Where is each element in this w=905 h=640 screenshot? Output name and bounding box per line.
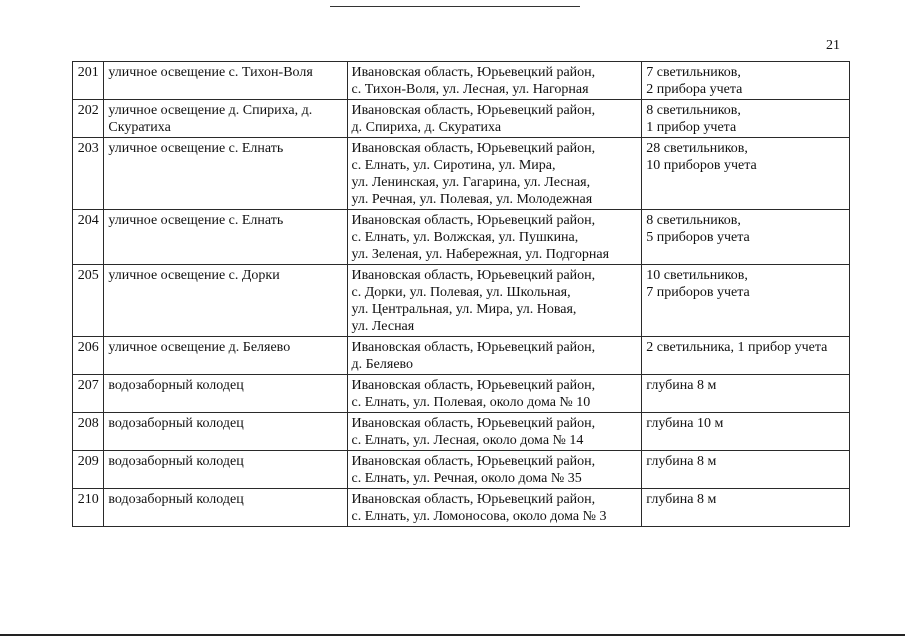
- description-line: 7 приборов учета: [646, 285, 750, 300]
- address-line: с. Елнать, ул. Ломоносова, около дома № 3: [351, 509, 607, 524]
- object-description: [642, 489, 850, 527]
- object-description: [642, 413, 850, 451]
- description-line: 2 светильника, 1 прибор учета: [646, 340, 828, 355]
- object-address: [347, 337, 642, 375]
- address-line: Ивановская область, Юрьевецкий район,: [351, 213, 596, 228]
- address-line: с. Елнать, ул. Речная, около дома № 35: [351, 471, 582, 486]
- page-number: 21: [826, 38, 840, 53]
- description-line: 28 светильников,: [646, 141, 748, 156]
- top-rule: [330, 6, 580, 7]
- description-line: 5 приборов учета: [646, 230, 750, 245]
- description-line: 8 светильников,: [646, 213, 741, 228]
- description-line: 1 прибор учета: [646, 120, 737, 135]
- bottom-rule: [0, 634, 905, 636]
- object-description: [642, 100, 850, 138]
- object-address: [347, 210, 642, 265]
- address-line: с. Тихон-Воля, ул. Лесная, ул. Нагорная: [351, 82, 589, 97]
- address-line: с. Елнать, ул. Лесная, около дома № 14: [351, 433, 584, 448]
- object-description: [642, 375, 850, 413]
- address-line: ул. Зеленая, ул. Набережная, ул. Подгорная: [351, 247, 610, 262]
- description-line: глубина 10 м: [646, 416, 724, 431]
- description-line: 8 светильников,: [646, 103, 741, 118]
- object-address: [347, 138, 642, 210]
- object-address: [347, 100, 642, 138]
- address-line: с. Елнать, ул. Сиротина, ул. Мира,: [351, 158, 556, 173]
- address-line: ул. Речная, ул. Полевая, ул. Молодежная: [351, 192, 593, 207]
- object-name: уличное освещение с. Тихон-Воля: [104, 62, 347, 100]
- address-line: Ивановская область, Юрьевецкий район,: [351, 454, 596, 469]
- object-address: [347, 489, 642, 527]
- address-line: с. Дорки, ул. Полевая, ул. Школьная,: [351, 285, 571, 300]
- property-table-body: [73, 62, 850, 527]
- table-row: [73, 265, 850, 337]
- table-row: [73, 337, 850, 375]
- object-address: [347, 451, 642, 489]
- object-name: водозаборный колодец: [104, 451, 347, 489]
- object-name: водозаборный колодец: [104, 413, 347, 451]
- address-line: Ивановская область, Юрьевецкий район,: [351, 340, 596, 355]
- description-line: 10 светильников,: [646, 268, 748, 283]
- description-line: глубина 8 м: [646, 492, 717, 507]
- table-row: [73, 451, 850, 489]
- row-number: 203: [73, 138, 104, 210]
- row-number: 207: [73, 375, 104, 413]
- description-line: 2 прибора учета: [646, 82, 743, 97]
- table-row: [73, 375, 850, 413]
- address-line: с. Елнать, ул. Волжская, ул. Пушкина,: [351, 230, 579, 245]
- description-line: глубина 8 м: [646, 454, 717, 469]
- row-number: 205: [73, 265, 104, 337]
- address-line: ул. Ленинская, ул. Гагарина, ул. Лесная,: [351, 175, 591, 190]
- object-address: [347, 265, 642, 337]
- table-row: [73, 62, 850, 100]
- address-line: ул. Центральная, ул. Мира, ул. Новая,: [351, 302, 577, 317]
- address-line: Ивановская область, Юрьевецкий район,: [351, 141, 596, 156]
- table-row: [73, 210, 850, 265]
- address-line: д. Беляево: [351, 357, 414, 372]
- object-address: [347, 375, 642, 413]
- object-description: [642, 265, 850, 337]
- object-name: водозаборный колодец: [104, 375, 347, 413]
- table-row: [73, 138, 850, 210]
- address-line: Ивановская область, Юрьевецкий район,: [351, 378, 596, 393]
- property-table-container: [72, 61, 850, 527]
- object-address: [347, 62, 642, 100]
- row-number: 206: [73, 337, 104, 375]
- object-description: [642, 337, 850, 375]
- object-name: уличное освещение д. Беляево: [104, 337, 347, 375]
- row-number: 209: [73, 451, 104, 489]
- address-line: Ивановская область, Юрьевецкий район,: [351, 103, 596, 118]
- property-table: [72, 61, 850, 527]
- object-name: водозаборный колодец: [104, 489, 347, 527]
- object-name: уличное освещение с. Дорки: [104, 265, 347, 337]
- address-line: д. Спириха, д. Скуратиха: [351, 120, 502, 135]
- row-number: 202: [73, 100, 104, 138]
- address-line: Ивановская область, Юрьевецкий район,: [351, 416, 596, 431]
- table-row: [73, 489, 850, 527]
- object-description: [642, 451, 850, 489]
- object-description: [642, 138, 850, 210]
- row-number: 208: [73, 413, 104, 451]
- address-line: Ивановская область, Юрьевецкий район,: [351, 492, 596, 507]
- table-row: [73, 100, 850, 138]
- row-number: 201: [73, 62, 104, 100]
- object-name: уличное освещение с. Елнать: [104, 210, 347, 265]
- object-description: [642, 210, 850, 265]
- address-line: с. Елнать, ул. Полевая, около дома № 10: [351, 395, 591, 410]
- description-line: 7 светильников,: [646, 65, 741, 80]
- object-name: уличное освещение д. Спириха, д. Скуратиха: [104, 100, 347, 138]
- object-address: [347, 413, 642, 451]
- description-line: 10 приборов учета: [646, 158, 757, 173]
- row-number: 210: [73, 489, 104, 527]
- object-description: [642, 62, 850, 100]
- address-line: Ивановская область, Юрьевецкий район,: [351, 65, 596, 80]
- address-line: Ивановская область, Юрьевецкий район,: [351, 268, 596, 283]
- description-line: глубина 8 м: [646, 378, 717, 393]
- row-number: 204: [73, 210, 104, 265]
- address-line: ул. Лесная: [351, 319, 415, 334]
- object-name: уличное освещение с. Елнать: [104, 138, 347, 210]
- table-row: [73, 413, 850, 451]
